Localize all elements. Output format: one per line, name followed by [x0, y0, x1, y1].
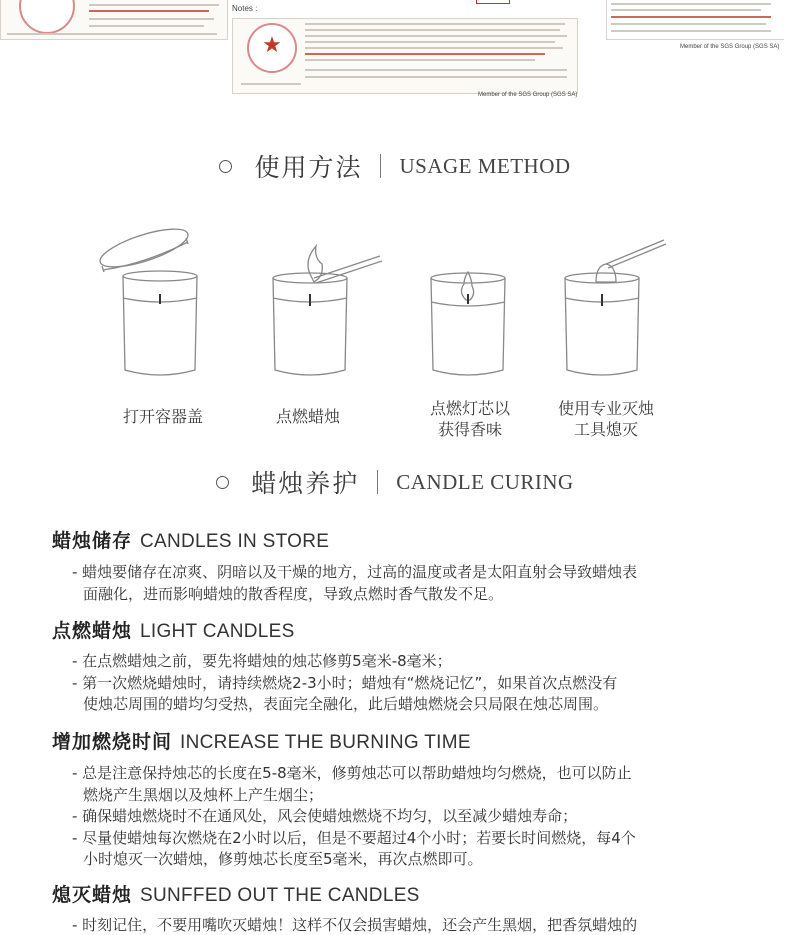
- light-match-icon: [258, 236, 388, 386]
- text-line: 燃烧产生黑烟以及烛杯上产生烟尘；: [83, 785, 324, 804]
- text-line: - 时刻记住，不要用嘴吹灭蜡烛！这样不仅会损害蜡烛，还会产生黑烟，把香氛蜡烛的: [72, 916, 638, 934]
- member-text: Member of the SGS Group (SGS SA): [680, 44, 780, 50]
- seal-icon: [19, 0, 75, 34]
- step-light-match: [258, 236, 388, 386]
- candle-flame-icon: [418, 256, 518, 386]
- member-text: Member of the SGS Group (SGS SA): [478, 92, 578, 98]
- paragraph-snuff: [72, 915, 752, 935]
- seal-icon: [247, 23, 297, 73]
- section-heading-burning: [52, 727, 471, 754]
- paragraph-store: [72, 562, 752, 605]
- snuffer-icon: [550, 236, 670, 386]
- step-candle-flame: [418, 256, 518, 386]
- usage-title-en: USAGE METHOD: [399, 153, 571, 178]
- text-line: 小时熄灭一次蜡烛，修剪烛芯长度至5毫米，再次点燃即可。: [83, 850, 483, 868]
- section-heading-store: [52, 526, 329, 553]
- heading-en: SUNFFED OUT THE CANDLES: [140, 885, 420, 906]
- certificate-right: [606, 0, 784, 40]
- divider: [377, 470, 378, 494]
- circle-icon: [216, 476, 229, 489]
- candle-curing-header: [0, 464, 790, 500]
- step-label-flame-line2: 获得香味: [437, 420, 502, 439]
- usage-title-zh: 使用方法: [254, 153, 363, 182]
- text-line: - 尽量使蜡烛每次燃烧在2小时以后，但是不要超过4个小时；若要长时间燃烧，每4个: [72, 828, 636, 847]
- step-label-flame-line1: 点燃灯芯以: [429, 399, 510, 418]
- text-line: - 第一次燃烧蜡烛时，请持续燃烧2-3小时；蜡烛有“燃烧记忆”，如果首次点燃没有: [72, 673, 618, 692]
- paragraph-light: [72, 651, 752, 716]
- cert-notes-label: Notes :: [232, 4, 258, 13]
- text-line: - 蜡烛要储存在凉爽、阴暗以及干燥的地方，过高的温度或者是太阳直射会导致蜡烛表: [72, 563, 638, 581]
- cert-red-box: [476, 0, 510, 4]
- heading-zh: 点燃蜡烛: [52, 620, 133, 642]
- text-line: - 在点燃蜡烛之前，要先将蜡烛的烛芯修剪5毫米-8毫米；: [72, 652, 452, 670]
- text-line: 使烛芯周围的蜡均匀受热，表面完全融化，此后蜡烛燃烧会只局限在烛芯周围。: [83, 695, 609, 713]
- certificate-left: [0, 0, 228, 40]
- step-label-snuffer: [544, 398, 668, 440]
- step-label-light: 点燃蜡烛: [275, 407, 340, 426]
- heading-zh: 熄灭蜡烛: [52, 884, 133, 906]
- circle-icon: [219, 160, 232, 173]
- text-line: - 总是注意保持烛芯的长度在5-8毫米，修剪烛芯可以帮助蜡烛均匀燃烧，也可以防止: [72, 764, 632, 782]
- heading-en: CANDLES IN STORE: [140, 531, 330, 552]
- text-line: - 确保蜡烛燃烧时不在通风处，风会使蜡烛燃烧不均匀，以至减少蜡烛寿命；: [72, 807, 578, 825]
- step-label-flame: [414, 398, 526, 440]
- star-icon: ★: [262, 33, 282, 59]
- curing-title-en: CANDLE CURING: [396, 469, 574, 494]
- heading-zh: 增加燃烧时间: [52, 731, 173, 753]
- heading-zh: 蜡烛储存: [52, 530, 133, 552]
- step-open-lid: [92, 220, 212, 385]
- open-lid-icon: [92, 220, 212, 385]
- text-line: 面融化，进而影响蜡烛的散香程度，导致点燃时香气散发不足。: [83, 584, 504, 603]
- divider: [380, 154, 381, 178]
- step-label-open-lid: 打开容器盖: [122, 407, 203, 426]
- certificate-center: [232, 18, 578, 94]
- step-label-snuffer-line1: 使用专业灭烛: [557, 399, 654, 418]
- curing-title-zh: 蜡烛养护: [251, 469, 360, 498]
- paragraph-burning: [72, 763, 752, 871]
- step-label-snuffer-line2: 工具熄灭: [573, 420, 638, 439]
- usage-method-header: [0, 148, 790, 184]
- heading-en: INCREASE THE BURNING TIME: [180, 732, 471, 753]
- section-heading-light: [52, 616, 295, 643]
- step-snuffer: [550, 236, 670, 386]
- section-heading-snuff: [52, 880, 420, 907]
- heading-en: LIGHT CANDLES: [140, 621, 295, 642]
- certificate-strip: [0, 0, 790, 100]
